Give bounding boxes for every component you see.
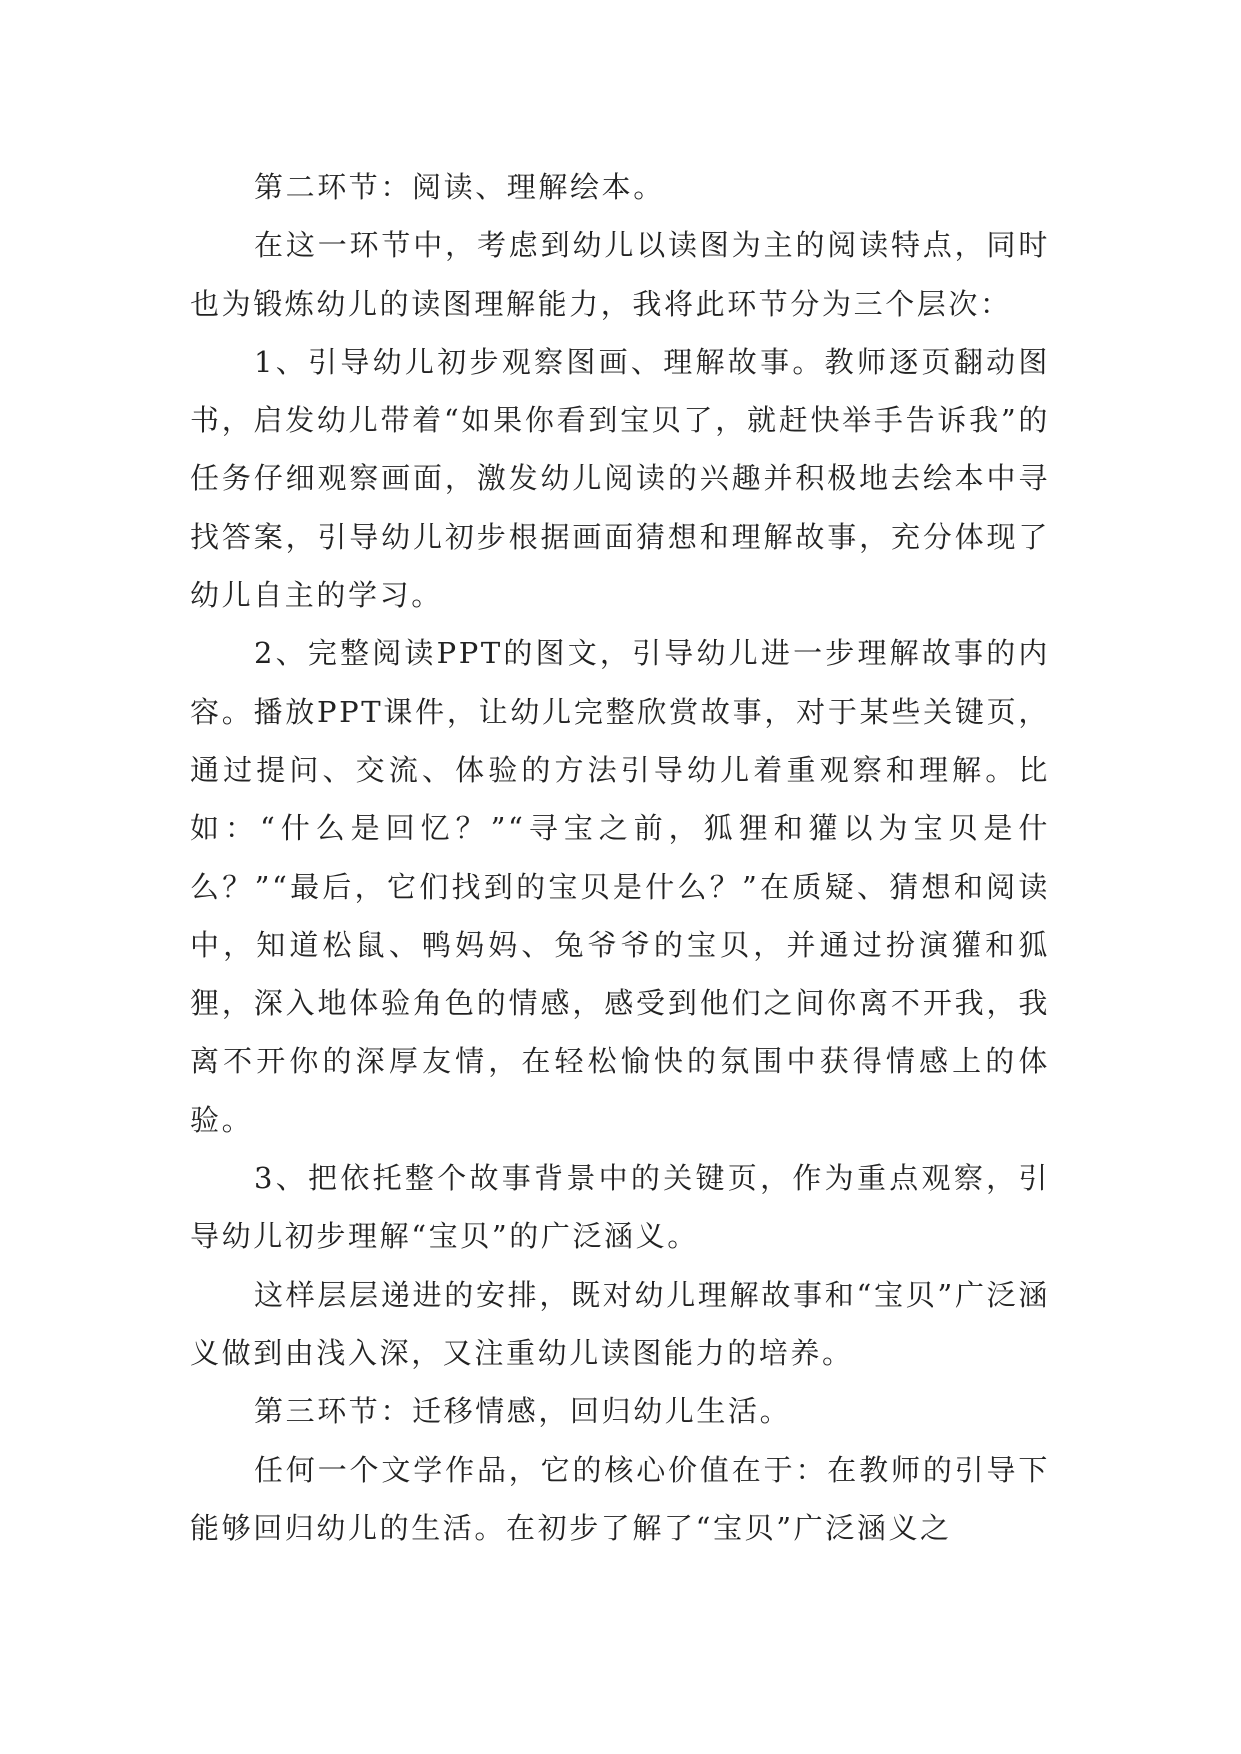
body-paragraph: 2、完整阅读PPT的图文，引导幼儿进一步理解故事的内容。播放PPT课件，让幼儿完整欣赏故事，对于某些关键页，通过提问、交流、体验的方法引导幼儿着重观察和理解。比如：“什么是回忆？”“寻宝之前，狐狸和獾以为宝贝是什么？”“最后，它们找到的宝贝是什么？”在质疑、猜想和阅读中，知道松鼠、鸭妈妈、兔爷爷的宝贝，并通过扮演獾和狐狸，深入地体验角色的情感，感受到他们之间你离不开我，我离不开你的深厚友情，在轻松愉快的氛围中获得情感上的体验。	[190, 636, 1050, 1137]
document-body	[190, 158, 1050, 1557]
section-heading-stage-three: 第三环节：迁移情感，回归幼儿生活。	[254, 1394, 792, 1429]
body-paragraph: 这样层层递进的安排，既对幼儿理解故事和“宝贝”广泛涵义做到由浅入深，又注重幼儿读图能力的培养。	[190, 1277, 1050, 1370]
body-paragraph: 任何一个文学作品，它的核心价值在于：在教师的引导下能够回归幼儿的生活。在初步了解了“宝贝”广泛涵义之	[190, 1452, 1050, 1545]
body-paragraph: 1、引导幼儿初步观察图画、理解故事。教师逐页翻动图书，启发幼儿带着“如果你看到宝贝了，就赶快举手告诉我”的任务仔细观察画面，激发幼儿阅读的兴趣并积极地去绘本中寻找答案，引导幼儿初步根据画面猜想和理解故事，充分体现了幼儿自主的学习。	[190, 344, 1050, 613]
section-heading-stage-two: 第二环节：阅读、理解绘本。	[254, 170, 665, 204]
body-paragraph: 在这一环节中，考虑到幼儿以读图为主的阅读特点，同时也为锻炼幼儿的读图理解能力，我将此环节分为三个层次：	[190, 228, 1050, 321]
body-paragraph: 3、把依托整个故事背景中的关键页，作为重点观察，引导幼儿初步理解“宝贝”的广泛涵义。	[190, 1161, 1050, 1254]
